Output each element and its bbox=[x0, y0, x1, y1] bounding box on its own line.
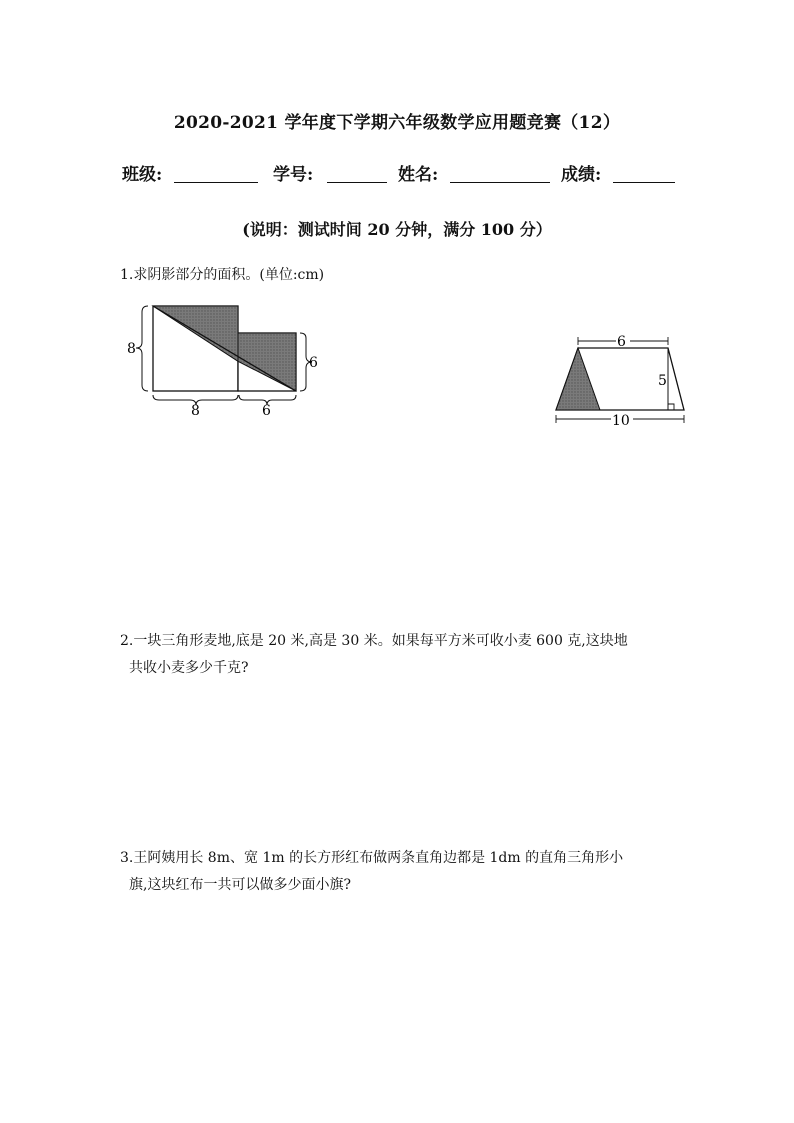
class-label: 班级: bbox=[122, 165, 163, 185]
question-1-number: 1. bbox=[120, 267, 134, 283]
label-height: 5 bbox=[658, 373, 667, 389]
test-instructions: (说明：测试时间 20 分钟，满分 100 分） bbox=[242, 220, 552, 239]
label-bottom-right: 6 bbox=[262, 403, 271, 419]
student-info-row bbox=[122, 160, 682, 188]
question-2-number: 2. bbox=[120, 633, 134, 649]
question-3 bbox=[120, 845, 690, 899]
question-2-line-2: 共收小麦多少千克? bbox=[129, 660, 249, 676]
page-title: 2020-2021 学年度下学期六年级数学应用题竞赛（12） bbox=[173, 113, 621, 133]
question-3-number: 3. bbox=[120, 850, 134, 866]
question-2 bbox=[120, 628, 690, 682]
name-label: 姓名: bbox=[398, 165, 439, 185]
label-right-height: 6 bbox=[309, 355, 318, 371]
score-label: 成绩: bbox=[561, 165, 602, 185]
name-blank[interactable] bbox=[450, 182, 550, 183]
label-bottom: 10 bbox=[612, 413, 630, 428]
class-blank[interactable] bbox=[174, 182, 258, 183]
figure-1-squares bbox=[120, 298, 320, 420]
question-1-text: 求阴影部分的面积。(单位:cm) bbox=[133, 267, 325, 283]
figure-2-trapezoid bbox=[550, 328, 700, 428]
student-number-blank[interactable] bbox=[327, 182, 387, 183]
label-bottom-left: 8 bbox=[191, 403, 200, 419]
score-blank[interactable] bbox=[613, 182, 675, 183]
question-3-line-2: 旗,这块红布一共可以做多少面小旗? bbox=[129, 877, 351, 893]
label-top: 6 bbox=[617, 334, 626, 350]
question-3-line-1: 王阿姨用长 8m、宽 1m 的长方形红布做两条直角边都是 1dm 的直角三角形小 bbox=[133, 850, 624, 866]
question-2-line-1: 一块三角形麦地,底是 20 米,高是 30 米。如果每平方米可收小麦 600 克,这块地 bbox=[133, 633, 628, 649]
label-left-height: 8 bbox=[127, 341, 136, 357]
question-1 bbox=[120, 262, 324, 289]
student-number-label: 学号: bbox=[273, 165, 314, 185]
left-brace bbox=[136, 306, 148, 391]
